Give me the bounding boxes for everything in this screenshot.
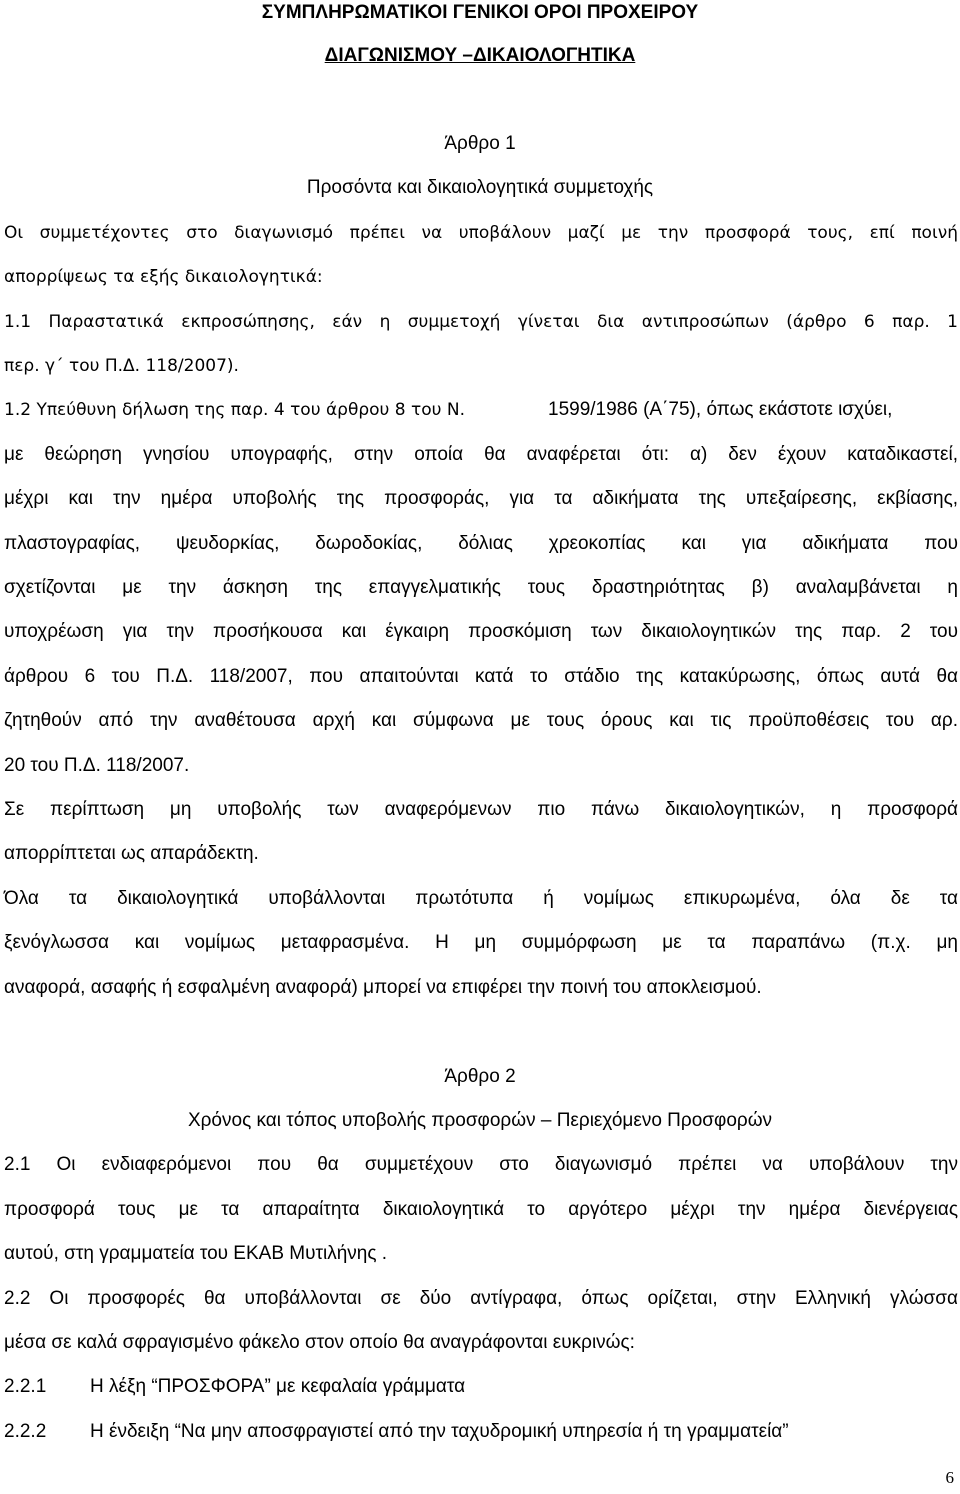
item-1-2-line-3: μέχρι και την ημέρα υποβολής της προσφοράς, για τα αδικήματα της υπεξαίρεσης, εκβίασης, [4, 488, 958, 509]
rejection-line-2: απορρίπτεται ως απαράδεκτη. [4, 843, 259, 864]
article-1-intro-line-1: Οι συμμετέχοντες στο διαγωνισμό πρέπει να υποβάλουν μαζί με την προσφορά τους, επί ποινή [4, 223, 958, 243]
document-title-line-2: ΔΙΑΓΩΝΙΣΜΟΥ –ΔΙΚΑΙΟΛΟΓΗΤΙΚΑ [324, 45, 636, 66]
document-title-line-1: ΣΥΜΠΛΗΡΩΜΑΤΙΚΟΙ ΓΕΝΙΚΟΙ ΟΡΟΙ ΠΡΟΧΕΙΡΟΥ [261, 2, 699, 23]
item-1-1-line-1: 1.1 Παραστατικά εκπροσώπησης, εάν η συμμετοχή γίνεται δια αντιπροσώπων (άρθρο 6 παρ. 1 [4, 312, 958, 332]
item-1-2-part-a: 1.2 Υπεύθυνη δήλωση της παρ. 4 του άρθρου 8 του Ν. [4, 400, 465, 420]
item-2-1-line-3: αυτού, στη γραμματεία του ΕΚΑΒ Μυτιλήνης . [4, 1243, 388, 1264]
sub-item-text: Η λέξη “ΠΡΟΣΦΟΡΑ” με κεφαλαία γράμματα [90, 1376, 466, 1397]
item-1-2-line-1 [4, 399, 958, 421]
sub-item-2-2-2 [0, 1421, 960, 1443]
item-1-2-line-8: ζητηθούν από την αναθέτουσα αρχή και σύμφωνα με τους όρους και τις προϋποθέσεις του αρ. [4, 710, 958, 731]
item-1-2-line-5: σχετίζονται με την άσκηση της επαγγελματικής τους δραστηριότητας β) αναλαμβάνεται η [4, 577, 958, 598]
originals-line-2: ξενόγλωσσα και νομίμως μεταφρασμένα. Η μη συμμόρφωση με τα παραπάνω (π.χ. μη [4, 932, 958, 953]
article-2-heading: Άρθρο 2 [444, 1066, 516, 1087]
article-2-subheading: Χρόνος και τόπος υποβολής προσφορών – Περιεχόμενο Προσφορών [187, 1110, 773, 1131]
page-number: 6 [945, 1468, 954, 1487]
article-1-subheading: Προσόντα και δικαιολογητικά συμμετοχής [306, 177, 654, 198]
item-1-1-line-2: περ. γ΄ του Π.Δ. 118/2007). [4, 356, 239, 376]
article-1-intro-line-2: απορρίψεως τα εξής δικαιολογητικά: [4, 267, 323, 287]
sub-item-2-2-1 [0, 1376, 960, 1398]
sub-item-number: 2.2.1 [4, 1376, 47, 1397]
item-1-2-line-9: 20 του Π.Δ. 118/2007. [4, 755, 190, 776]
item-1-2-line-6: υποχρέωση για την προσήκουσα και έγκαιρη προσκόμιση των δικαιολογητικών της παρ. 2 του [4, 621, 958, 642]
rejection-line-1: Σε περίπτωση μη υποβολής των αναφερόμενων πιο πάνω δικαιολογητικών, η προσφορά [4, 799, 958, 820]
item-1-2-line-7: άρθρου 6 του Π.Δ. 118/2007, που απαιτούνται κατά το στάδιο της κατακύρωσης, όπως αυτά θα [4, 666, 958, 687]
item-2-2-line-2: μέσα σε καλά σφραγισμένο φάκελο στον οποίο θα αναγράφονται ευκρινώς: [4, 1332, 635, 1353]
originals-line-1: Όλα τα δικαιολογητικά υποβάλλονται πρωτότυπα ή νομίμως επικυρωμένα, όλα δε τα [4, 888, 958, 909]
item-1-2-line-4: πλαστογραφίας, ψευδορκίας, δωροδοκίας, δόλιας χρεοκοπίας και για αδικήματα που [4, 533, 958, 554]
item-1-2-part-b: 1599/1986 (Α΄75), όπως εκάστοτε ισχύει, [548, 399, 893, 420]
item-2-1-line-2: προσφορά τους με τα απαραίτητα δικαιολογητικά το αργότερο μέχρι την ημέρα διενέργειας [4, 1199, 958, 1220]
article-1-heading: Άρθρο 1 [444, 133, 516, 154]
item-1-2-line-2: με θεώρηση γνησίου υπογραφής, στην οποία θα αναφέρεται ότι: α) δεν έχουν καταδικαστεί, [4, 444, 958, 465]
sub-item-text: Η ένδειξη “Να μην αποσφραγιστεί από την ταχυδρομική υπηρεσία ή τη γραμματεία” [90, 1421, 789, 1442]
sub-item-number: 2.2.2 [4, 1421, 47, 1442]
item-2-1-line-1: 2.1 Οι ενδιαφερόμενοι που θα συμμετέχουν στο διαγωνισμό πρέπει να υποβάλουν την [4, 1154, 958, 1175]
originals-line-3: αναφορά, ασαφής ή εσφαλμένη αναφορά) μπορεί να επιφέρει την ποινή του αποκλεισμού. [4, 977, 762, 998]
item-2-2-line-1: 2.2 Οι προσφορές θα υποβάλλονται σε δύο αντίγραφα, όπως ορίζεται, στην Ελληνική γλώσσα [4, 1288, 958, 1309]
